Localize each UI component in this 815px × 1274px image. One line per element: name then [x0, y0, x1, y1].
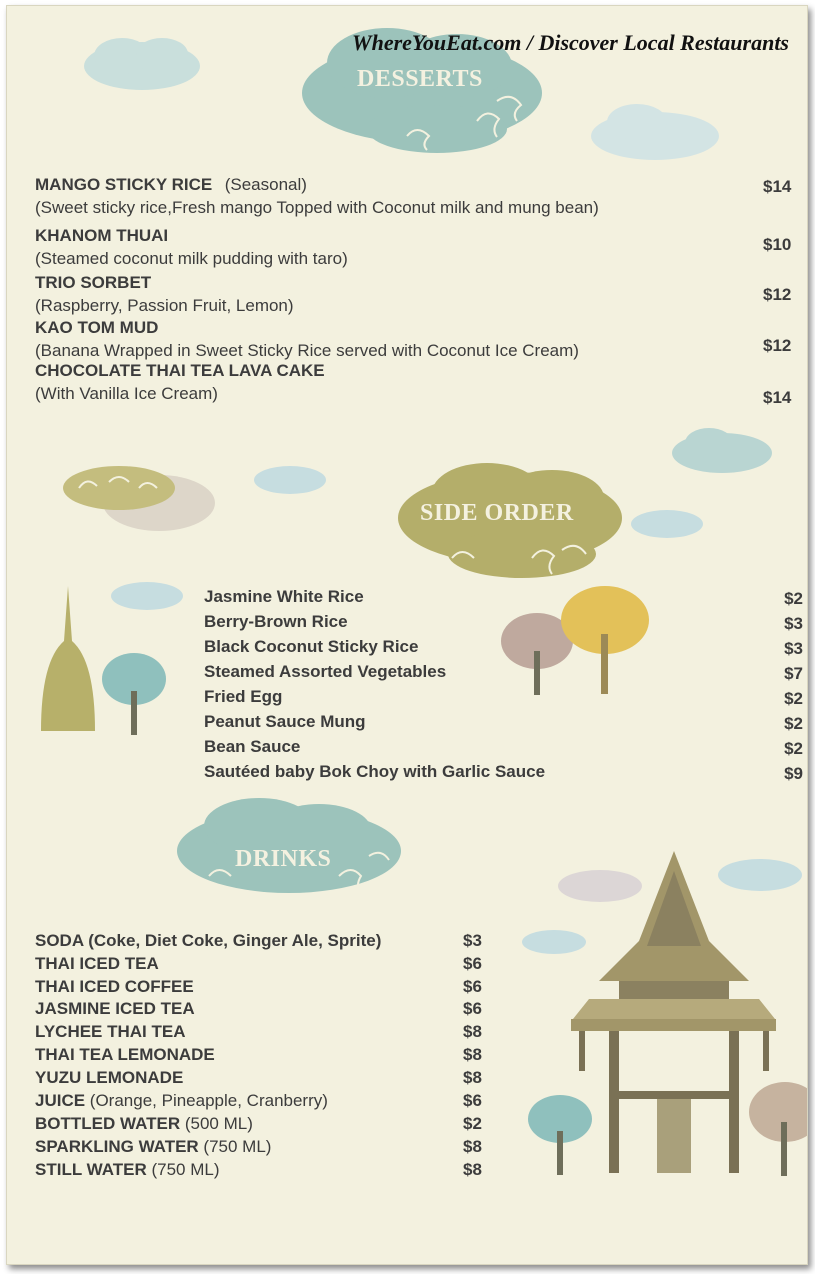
- drink-note: (Orange, Pineapple, Cranberry): [85, 1091, 328, 1110]
- dessert-price: $14: [763, 177, 792, 196]
- drink-price: $3: [463, 931, 482, 950]
- side-item-price: $2: [784, 689, 803, 708]
- drink-price: $8: [463, 1137, 482, 1156]
- dessert-name: TRIO SORBET: [35, 273, 152, 292]
- drink-name: YUZU LEMONADE: [35, 1068, 184, 1087]
- dessert-description: (Raspberry, Passion Fruit, Lemon): [35, 296, 294, 315]
- drink-name: STILL WATER: [35, 1160, 147, 1179]
- drink-item: [35, 999, 195, 1019]
- drink-item: [35, 1091, 328, 1111]
- dessert-price: $14: [763, 388, 792, 407]
- dessert-tag: (Seasonal): [224, 175, 307, 194]
- drink-price: $8: [463, 1022, 482, 1041]
- drink-price: $6: [463, 1091, 482, 1110]
- cloud-decoration-top-left: [77, 28, 207, 98]
- drink-name: THAI ICED TEA: [35, 954, 159, 973]
- desserts-title: DESSERTS: [357, 66, 483, 92]
- tree-icon-left: [99, 651, 169, 736]
- dessert-price: $12: [763, 285, 792, 304]
- side-item-name: Bean Sauce: [204, 737, 301, 756]
- side-item-name: Black Coconut Sticky Rice: [204, 637, 419, 656]
- drinks-title: DRINKS: [235, 846, 332, 872]
- drink-note: (500 ML): [180, 1114, 253, 1133]
- drink-item: [35, 1068, 183, 1088]
- side-item-name: Sautéed baby Bok Choy with Garlic Sauce: [204, 762, 546, 781]
- drink-note: (750 ML): [146, 1160, 220, 1179]
- cloud-decoration-olive-left: [59, 458, 219, 538]
- side-item-name: Steamed Assorted Vegetables: [204, 662, 447, 681]
- dessert-item-2: [35, 225, 348, 271]
- dessert-name: KAO TOM MUD: [35, 318, 159, 337]
- dessert-name: CHOCOLATE THAI TEA LAVA CAKE: [35, 361, 325, 380]
- drink-price: $2: [463, 1114, 482, 1133]
- dessert-name: KHANOM THUAI: [35, 226, 169, 245]
- drink-name: SPARKLING WATER: [35, 1137, 199, 1156]
- drink-name: THAI TEA LEMONADE: [35, 1045, 215, 1064]
- drink-item: [35, 977, 194, 997]
- side-item-name: Fried Egg: [204, 687, 283, 706]
- drink-item: [35, 931, 381, 951]
- drink-item: [35, 1045, 215, 1065]
- tree-icon-bottom-right: [745, 1078, 807, 1178]
- side-item-price: $3: [784, 639, 803, 658]
- side-order-title: SIDE ORDER: [420, 500, 574, 526]
- stupa-icon: [37, 586, 99, 736]
- drink-price: $8: [463, 1045, 482, 1064]
- dessert-description: (With Vanilla Ice Cream): [35, 384, 218, 403]
- drink-price: $6: [463, 999, 482, 1018]
- side-item-price: $9: [784, 764, 803, 783]
- side-item-name: Peanut Sauce Mung: [204, 712, 366, 731]
- watermark-text: WhereYouEat.com / Discover Local Restaurants: [352, 30, 789, 55]
- dessert-item-3: [35, 272, 294, 318]
- drink-name: JASMINE ICED TEA: [35, 999, 195, 1018]
- drink-name: JUICE: [35, 1091, 86, 1110]
- side-item-name: Jasmine White Rice: [204, 587, 364, 606]
- menu-page: [6, 5, 808, 1265]
- tree-icon-bottom-left: [525, 1091, 595, 1176]
- side-item-price: $2: [784, 589, 803, 608]
- side-item-price: $3: [784, 614, 803, 633]
- dessert-item-4: [35, 317, 579, 363]
- side-item-price: $7: [784, 664, 803, 683]
- cloud-decoration-top-right: [585, 98, 725, 168]
- drink-item: [35, 954, 159, 974]
- cloud-decoration-small-blue-2: [627, 504, 707, 544]
- drink-price: $8: [463, 1068, 482, 1087]
- dessert-item-5: [35, 360, 325, 406]
- drink-price: $8: [463, 1160, 482, 1179]
- dessert-description: (Banana Wrapped in Sweet Sticky Rice served with Coconut Ice Cream): [35, 341, 579, 360]
- drink-item: [35, 1022, 186, 1042]
- tree-icon-yellow: [555, 584, 650, 696]
- drink-item: [35, 1114, 253, 1134]
- side-item-name: Berry-Brown Rice: [204, 612, 348, 631]
- drink-item: [35, 1137, 271, 1157]
- dessert-item-1: [35, 174, 599, 220]
- side-item-price: $2: [784, 739, 803, 758]
- drink-name: LYCHEE THAI TEA: [35, 1022, 186, 1041]
- cloud-decoration-small-blue: [250, 458, 330, 498]
- drink-price: $6: [463, 954, 482, 973]
- drink-name: SODA (Coke, Diet Coke, Ginger Ale, Sprite): [35, 931, 382, 950]
- dessert-description: (Sweet sticky rice,Fresh mango Topped with Coconut milk and mung bean): [35, 198, 599, 217]
- dessert-description: (Steamed coconut milk pudding with taro): [35, 249, 348, 268]
- cloud-decoration-right-mid: [667, 421, 777, 481]
- side-item-price: $2: [784, 714, 803, 733]
- drink-name: THAI ICED COFFEE: [35, 977, 194, 996]
- dessert-price: $12: [763, 336, 792, 355]
- drink-price: $6: [463, 977, 482, 996]
- cloud-decoration-small-blue-3: [107, 576, 187, 616]
- drink-item: [35, 1160, 220, 1180]
- drink-note: (750 ML): [198, 1137, 272, 1156]
- drink-name: BOTTLED WATER: [35, 1114, 181, 1133]
- dessert-price: $10: [763, 235, 792, 254]
- dessert-name: MANGO STICKY RICE: [35, 175, 213, 194]
